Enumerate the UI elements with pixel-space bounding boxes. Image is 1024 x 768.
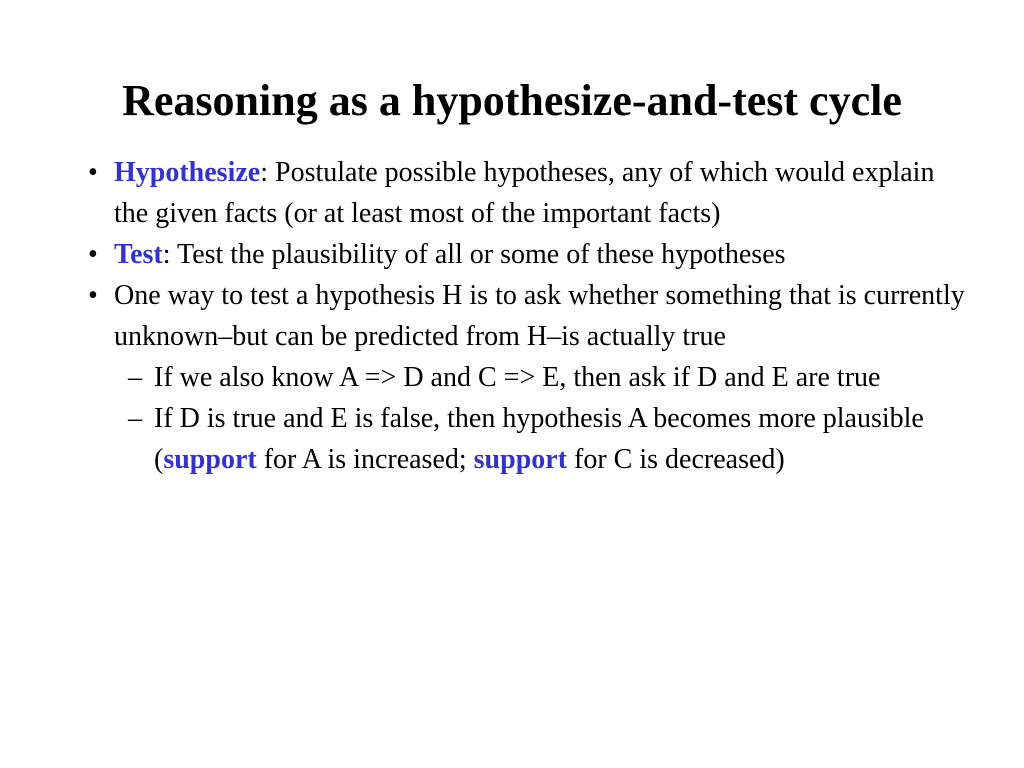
sub-bullet-implications-text: If we also know A => D and C => E, then ask if D and E are true bbox=[154, 362, 881, 393]
bullet-test-method bbox=[88, 275, 968, 480]
bullet-test bbox=[88, 234, 968, 275]
bullet-test-method-text: One way to test a hypothesis H is to ask whether something that is currently unknown–but can be predicted from H–is actually true bbox=[114, 280, 965, 352]
term-support-c: support bbox=[473, 444, 568, 475]
slide-title: Reasoning as a hypothesize-and-test cycle bbox=[122, 76, 902, 125]
bullet-hypothesize bbox=[88, 152, 968, 234]
sub-bullet-plausibility-text-middle: for A is increased; bbox=[256, 444, 474, 475]
sub-bullet-plausibility bbox=[128, 398, 968, 480]
sub-bullet-list bbox=[128, 357, 968, 480]
sub-bullet-plausibility-text-before: If D is true and E is false, then hypothesis A becomes more plausible ( bbox=[154, 403, 924, 475]
bullet-test-text: : Test the plausibility of all or some of these hypotheses bbox=[162, 239, 786, 270]
bullet-hypothesize-text: : Postulate possible hypotheses, any of which would explain the given facts (or at least most of the important facts) bbox=[114, 157, 935, 229]
term-hypothesize: Hypothesize bbox=[114, 157, 261, 188]
bullet-list bbox=[88, 152, 968, 480]
sub-bullet-implications bbox=[128, 357, 968, 398]
term-test: Test bbox=[114, 239, 163, 270]
term-support-a: support bbox=[163, 444, 257, 475]
sub-bullet-plausibility-text-after: for C is decreased) bbox=[567, 444, 785, 475]
